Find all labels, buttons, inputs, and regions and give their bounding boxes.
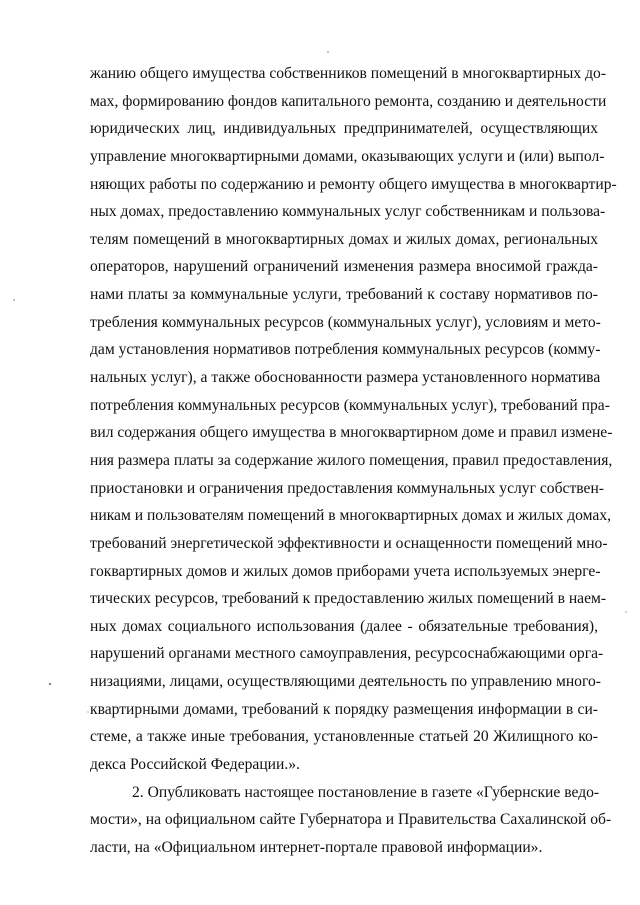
scan-speck (87, 711, 88, 712)
paragraph-continuation (90, 60, 617, 779)
text-line: юридических лиц, индивидуальных предпринимателей, осуществляющих (90, 120, 598, 138)
text-line: низациями, лицами, осуществляющими деятельность по управлению много- (90, 673, 601, 691)
scan-speck (13, 299, 15, 301)
text-line: няющих работы по содержанию и ремонту общего имущества в многоквартир- (90, 175, 617, 193)
text-line: требований энергетической эффективности и оснащенности помещений мно- (90, 534, 608, 552)
text-line: гоквартирных домов и жилых домов приборами учета используемых энерге- (90, 562, 601, 580)
text-line: стеме, а также иные требования, установленные статьей 20 Жилищного ко- (90, 728, 598, 746)
text-line: требления коммунальных ресурсов (коммунальных услуг), условиям и мето- (90, 313, 601, 331)
text-line: потребления коммунальных ресурсов (коммунальных услуг), требований пра- (90, 396, 610, 414)
text-line: нарушений органами местного самоуправления, ресурсоснабжающими орга- (90, 645, 604, 663)
paragraph-publication (90, 779, 612, 862)
text-line: декса Российской Федерации.». (90, 756, 300, 774)
text-line: ласти, на «Официальном интернет-портале правовой информации». (90, 838, 543, 856)
text-line: управление многоквартирными домами, оказывающих услуги и (или) выпол- (90, 147, 605, 165)
scan-speck (327, 51, 329, 53)
scan-speck (625, 611, 627, 613)
text-line: тических ресурсов, требований к предоставлению жилых помещений в наем- (90, 590, 607, 608)
text-line: ных домах, предоставлению коммунальных услуг собственникам и пользова- (90, 203, 606, 221)
scan-speck (49, 683, 51, 685)
text-line: квартирными домами, требований к порядку размещения информации в си- (90, 700, 598, 718)
text-line: 2. Опубликовать настоящее постановление в газете «Губернские ведо- (132, 783, 600, 801)
document-body (90, 60, 617, 862)
text-line: дам установления нормативов потребления коммунальных ресурсов (комму- (90, 341, 601, 359)
text-line: вил содержания общего имущества в многоквартирном доме и правил измене- (90, 424, 613, 442)
text-line: мах, формированию фондов капитального ремонта, созданию и деятельности (90, 92, 607, 110)
text-line: телям помещений в многоквартирных домах и жилых домах, региональных (90, 230, 598, 248)
text-line: ных домах социального использования (далее - обязательные требования), (90, 617, 598, 635)
text-line: мости», на официальном сайте Губернатора и Правительства Сахалинской об- (90, 811, 612, 829)
text-line: никам и пользователям помещений в многоквартирных домах и жилых домах, (90, 507, 612, 525)
text-line: нальных услуг), а также обоснованности размера установленного норматива (90, 369, 601, 387)
text-line: ния размера платы за содержание жилого помещения, правил предоставления, (90, 451, 613, 469)
text-line: нами платы за коммунальные услуги, требований к составу нормативов по- (90, 286, 598, 304)
text-line: операторов, нарушений ограничений изменения размера вносимой гражда- (90, 258, 598, 276)
text-line: приостановки и ограничения предоставления коммунальных услуг собствен- (90, 479, 604, 497)
text-line: жанию общего имущества собственников помещений в многоквартирных до- (90, 65, 607, 82)
